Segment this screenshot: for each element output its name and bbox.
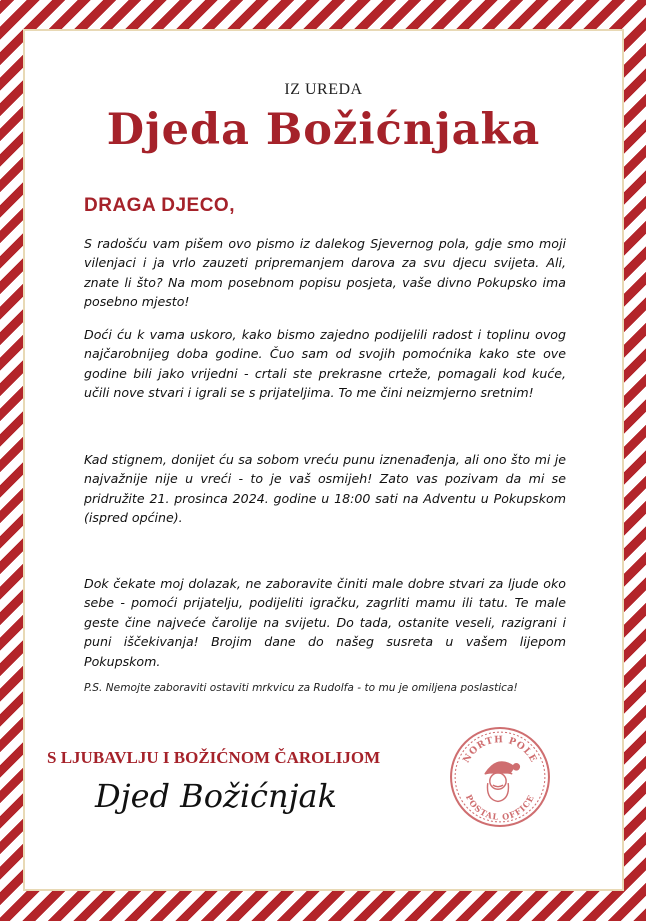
letter-subtitle: IZ UREDA — [284, 81, 363, 98]
letter-paragraph: Doći ću k vama uskoro, kako bismo zajedno podijelili radost i toplinu ovog najčarobnijeg doba godine. Čuo sam od svojih pomoćnika kako ste ove godine bili jako vrijedni - crtali ste prekrasne crteže, pomagali kod kuće, učili nove stvari i igrali se s prijateljima. To me čini neizmjerno sretnim! — [84, 327, 566, 401]
stamp-bottom-text: POSTAL OFFICE — [463, 792, 537, 822]
letter-paragraph: Kad stignem, donijet ću sa sobom vreću punu iznenađenja, ali ono što mi je najvažnije nije u vreći - to je vaš osmijeh! Zato vas pozivam da mi se pridružite 21. prosinca 2024. godine u 18:00 sati na Adventu u Pokupskom (ispred općine). — [84, 452, 566, 526]
letter-paragraph: Dok čekate moj dolazak, ne zaboravite činiti male dobre stvari za ljude oko sebe - pomoći prijatelju, podijeliti igračku, zagrliti mamu ili tatu. Te male geste čine najveće čarolije na svijetu. Do tada, ostanite veseli, razigrani i puni iščekivanja! Brojim dane do našeg susreta u vašem lijepom Pokupskom. — [84, 576, 566, 669]
signature: Djed Božićnjak — [95, 777, 337, 815]
north-pole-stamp — [449, 726, 551, 828]
stamp-top-text: NORTH POLE — [460, 734, 540, 765]
letter-postscript: P.S. Nemojte zaboraviti ostaviti mrkvicu za Rudolfa - to mu je omiljena poslastica! — [84, 682, 518, 694]
letter-greeting: DRAGA DJECO, — [84, 195, 235, 216]
letter-title: Djeda Božićnjaka — [106, 105, 541, 155]
letter-paragraph: S radošću vam pišem ovo pismo iz dalekog Sjevernog pola, gdje smo moji vilenjaci i ja vrlo zauzeti pripremanjem darova za svu djecu svijeta. Ali, znate li što? Na mom posebnom popisu posjeta, vaše divno Pokupsko ima posebno mjesto! — [84, 236, 566, 310]
letter-paper — [23, 29, 624, 891]
letter-closing: S LJUBAVLJU I BOŽIĆNOM ČAROLIJOM — [47, 748, 381, 767]
svg-text:POSTAL OFFICE — [464, 793, 536, 822]
svg-text:NORTH POLE — [461, 734, 539, 765]
santa-icon — [485, 762, 520, 802]
